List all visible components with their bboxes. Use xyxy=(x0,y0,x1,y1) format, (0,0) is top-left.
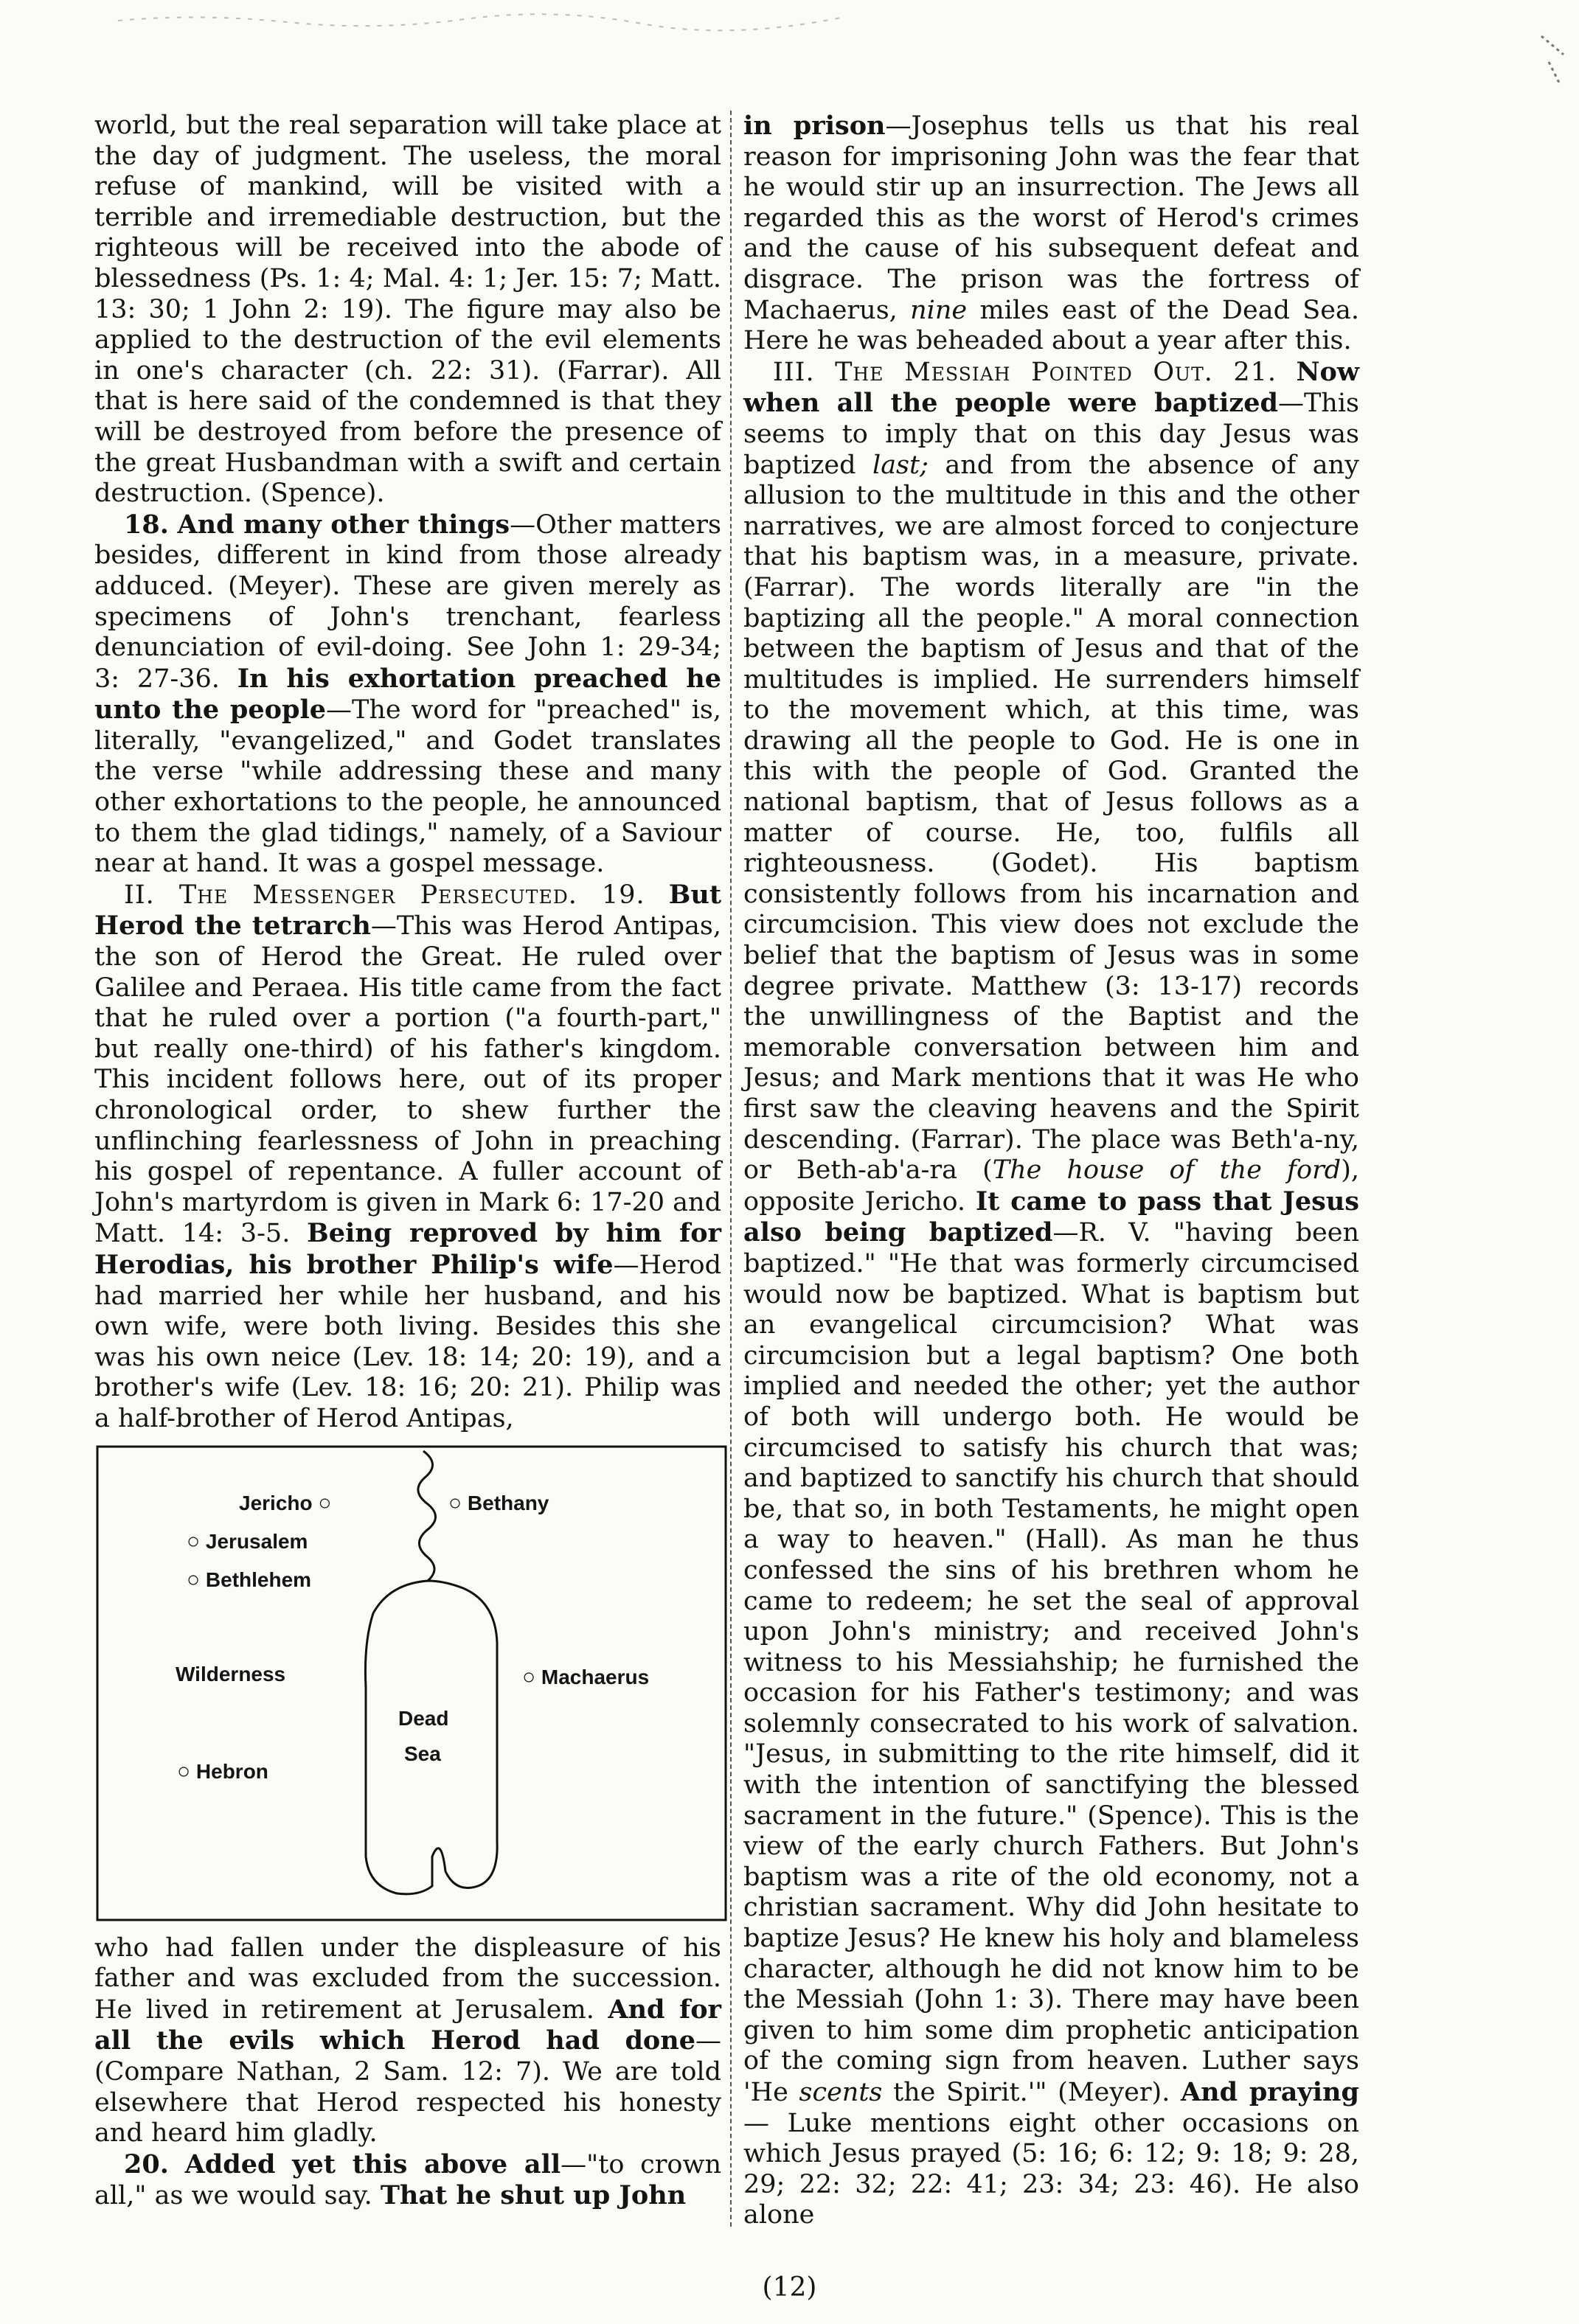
town-marker-icon: ○ xyxy=(318,1490,332,1515)
lemma-jesus-baptized: It came to pass that Jesus also being baptized xyxy=(743,1186,1359,1248)
top-edge-smudge xyxy=(111,6,848,35)
right-paragraph-21: III. The Messiah Pointed Out. 21. Now when all the people were baptized—This seems to imply that on this day Jesus was baptized last; and from the absence of any allusion to the multitude in this and the other narratives, we are almost forced to conjecture that his baptism was, in a measure, private. (Farrar). The words literally are "in the baptizing all the people." A moral connection between the baptism of Jesus and that of the multitudes is implied. He surrenders himself to the movement which, at this time, was drawing all the people to God. He is one in this with the people of God. Granted the national baptism, that of Jesus follows as a matter of course. He, too, fulfils all righteousness. (Godet). His baptism consistently follows from his incarnation and circumcision. This view does not exclude the belief that the baptism of Jesus was in some degree private. Matthew (3: 13-17) records the unwillingness of the Baptist and the memorable conversation between him and Jesus; and Mark mentions that it was He who first saw the cleaving heavens and the Spirit descending. (Farrar). The place was Beth'a-ny, or Beth-ab'a-ra (The house of the ford), opposite Jericho. It came to pass that Jesus also being baptized—R. V. "having been baptized." "He that was formerly circumcised would now be baptized. What is baptism but an evangelical circumcision? What was circumcision but a legal baptism? One both implied and needed the other; yet the author of both will undergo both. He would be circumcised to satisfy his church that was; and baptized to sanctify his church that should be, that so, in both Testaments, he might open a way to heaven." (Hall). As man he thus confessed the sins of his brethren whom he came to redeem; he set the seal of approval upon John's ministry; and received John's witness to his Messiahship; he furnished the occasion for his Father's testimony; and was solemnly consecrated to his work of salvation. "Jesus, in submitting to the rite himself, did it with the intention of sanctifying the blessed sacrament in the future." (Spence). This is the view of the early church Fathers. But John's baptism was a rite of the old economy, not a christian sacrament. Why did John hesitate to baptize Jesus? He knew his holy and blameless character, although he did not know him to be the Messiah (John 1: 3). There may have been given to him some dim prophetic anticipation of the coming sign from heaven. Luther says 'He scents the Spirit.'" (Meyer). And praying— Luke mentions eight other occasions on which Jesus prayed (5: 16; 6: 12; 9: 18; 9: 28, 29; 22: 32; 22: 41; 23: 34; 23: 46). He also alone xyxy=(743,356,1359,2230)
map-label-jericho: Jericho ○ xyxy=(239,1490,332,1515)
lemma-people-baptized: Now when all the people were baptized xyxy=(743,356,1359,419)
left-paragraph-continued: who had fallen under the displeasure of his father and was excluded from the succession. He lived in retirement at Jerusalem. And for all the evils which Herod had done—(Compare Nathan, 2 Sam. 12: 7). We are told elsewhere that Herod respected his honesty and heard him gladly. xyxy=(94,1932,721,2149)
left-paragraph-18: 18. And many other things—Other matters besides, different in kind from those already adduced. (Meyer). These are given merely as specimens of John's trenchant, fearless denunciation of evil-doing. See John 1: 29-34; 3: 27-36. In his exhortation preached he unto the people—The word for "preached" is, literally, "evangelized," and Godet translates the verse "while addressing these and many other exhortations to the people, he announced to them the glad tidings," namely, of a Saviour near at hand. It was a gospel message. xyxy=(94,509,721,879)
right-column xyxy=(743,111,1359,2231)
lemma-in-prison: in prison xyxy=(743,111,886,141)
lemma-many-other-things: And many other things xyxy=(177,509,510,540)
map-label-jerusalem: ○ Jerusalem xyxy=(187,1528,308,1554)
lemma-shut-up-john: That he shut up John xyxy=(380,2180,687,2211)
map-label-sea: Sea xyxy=(404,1742,441,1765)
town-marker-icon: ○ xyxy=(448,1490,462,1515)
map-label-dead: Dead xyxy=(398,1706,449,1730)
lemma-added-yet: Added yet this above all xyxy=(184,2149,561,2179)
map-label-wilderness: Wilderness xyxy=(176,1662,286,1685)
lemma-praying: And praying xyxy=(1181,2077,1359,2107)
lemma-exhortation: In his exhortation preached he unto the people xyxy=(94,663,721,726)
lemma-herod-tetrarch: But Herod the tetrarch xyxy=(94,879,721,942)
map-label-machaerus: ○ Machaerus xyxy=(522,1664,650,1689)
left-column xyxy=(94,111,721,2212)
town-marker-icon: ○ xyxy=(187,1567,201,1592)
left-paragraph-20: 20. Added yet this above all—"to crown all," as we would say. That he shut up John xyxy=(94,2149,721,2211)
page-number: (12) xyxy=(762,2272,817,2303)
town-marker-icon: ○ xyxy=(522,1664,536,1689)
dead-sea-shore xyxy=(365,1581,497,1894)
section-heading-ii: II. The Messenger Persecuted. 19. xyxy=(124,880,645,910)
town-marker-icon: ○ xyxy=(177,1758,191,1784)
left-paragraph-1: world, but the real separation will take place at the day of judgment. The useless, the moral refuse of mankind, will be visited with a terrible and irremediable destruction, but the righteous will be received into the abode of blessedness (Ps. 1: 4; Mal. 4: 1; Jer. 15: 7; Matt. 13: 30; 1 John 2: 19). The figure may also be applied to the destruction of the evil elements in one's character (ch. 22: 31). (Farrar). All that is here said of the condemned is that they will be destroyed from before the presence of the great Husbandman with a swift and certain destruction. (Spence). xyxy=(94,111,721,509)
jordan-river xyxy=(418,1451,436,1581)
section-heading-iii: III. The Messiah Pointed Out. 21. xyxy=(773,357,1277,387)
map-label-hebron: ○ Hebron xyxy=(177,1758,268,1784)
map-label-bethany: ○ Bethany xyxy=(448,1490,549,1515)
margin-smudge xyxy=(1534,32,1571,91)
verse-number-18: 18. xyxy=(124,509,169,540)
lemma-reproved: Being reproved by him for Herodias, his brother Philip's wife xyxy=(94,1218,721,1280)
town-marker-icon: ○ xyxy=(187,1528,201,1554)
column-rule xyxy=(730,111,732,2227)
left-paragraph-19: II. The Messenger Persecuted. 19. But Herod the tetrarch—This was Herod Antipas, the son of Herod the Great. He ruled over Galilee and Peraea. His title came from the fact that he ruled over a portion ("a fourth-part," but really one-third) of his father's kingdom. This incident follows here, out of its proper chronological order, to shew further the unflinching fearlessness of John in preaching his gospel of repentance. A fuller account of John's martyrdom is given in Mark 6: 17-20 and Matt. 14: 3-5. Being reproved by him for Herodias, his brother Philip's wife—Herod had married her while her husband, and his own wife, were both living. Besides this she was his own neice (Lev. 18: 14; 20: 19), and a brother's wife (Lev. 18: 16; 20: 21). Philip was a half-brother of Herod Antipas, xyxy=(94,879,721,1433)
verse-number-20: 20. xyxy=(124,2149,169,2179)
lemma-evils: And for all the evils which Herod had done xyxy=(94,1994,721,2056)
map-label-bethlehem: ○ Bethlehem xyxy=(187,1567,312,1592)
dead-sea-region-map xyxy=(94,1444,729,1923)
right-paragraph-1: in prison—Josephus tells us that his real reason for imprisoning John was the fear that he would stir up an insurrection. The Jews all regarded this as the worst of Herod's crimes and the cause of his subsequent defeat and disgrace. The prison was the fortress of Machaerus, nine miles east of the Dead Sea. Here he was beheaded about a year after this. xyxy=(743,111,1359,356)
